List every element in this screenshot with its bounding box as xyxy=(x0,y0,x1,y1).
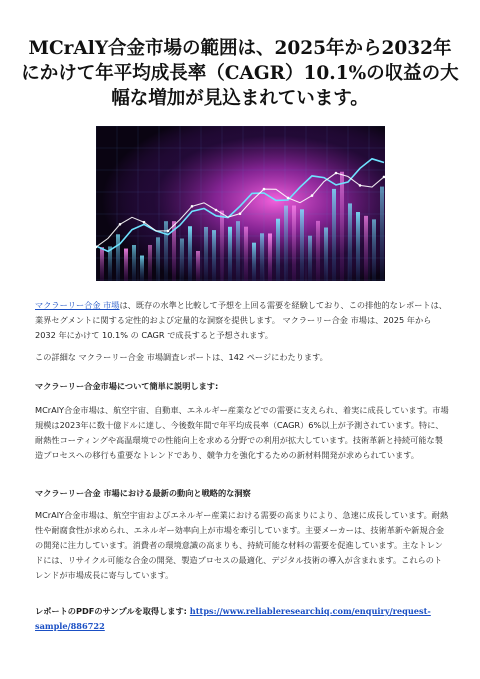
decorative-bar xyxy=(348,203,352,281)
overview-paragraph: MCrAlY合金市場は、航空宇宙、自動車、エネルギー産業などでの需要に支えられ、着実に成長しています。市場規模は2023年に数十億ドルに達し、今後数年間で年平均成長率（CAGR）6%以上が予測されています。特に、耐熱性コーティングや高温環境での性能向上を求める分野での利用が拡大しています。技術革新と持続可能な製造プロセスへの移行も重要なトレンドであり、競争力を強化するための新材料開発が求められています。 xyxy=(35,405,449,460)
intro-paragraph xyxy=(35,298,449,343)
decorative-bar xyxy=(300,209,304,281)
decorative-point xyxy=(191,205,194,208)
decorative-bar xyxy=(284,206,288,281)
sample-label: レポートのPDFのサンプルを取得します: xyxy=(35,606,187,616)
decorative-bar xyxy=(124,249,128,281)
decorative-bar xyxy=(324,228,328,281)
decorative-bar xyxy=(276,219,280,281)
decorative-point xyxy=(359,184,362,187)
sample-link[interactable]: https://www.reliableresearchiq.com/enquiry/request-sample/886722 xyxy=(35,606,431,631)
decorative-bar xyxy=(220,211,224,281)
intro-text: は、既存の水準と比較して予想を上回る需要を経験しており、この排他的なレポートは、業界セグメントに関する定性的および定量的な洞察を提供します。 マクラーリー合金 市場は、2025 年から 2032 年にかけて 10.1% の CAGR で成長すると予想されます。 xyxy=(35,300,447,340)
decorative-point xyxy=(239,212,242,215)
decorative-bar xyxy=(292,206,296,281)
pages-note: この詳細な マクラーリー合金 市場調査レポートは、142 ページにわたります。 xyxy=(35,352,328,362)
decorative-bar xyxy=(316,221,320,281)
decorative-bar xyxy=(132,245,136,281)
decorative-point xyxy=(311,194,314,197)
market-link[interactable]: マクラーリー合金 市場 xyxy=(35,300,120,310)
section-heading-overview: マクラーリー合金市場について簡単に説明します: xyxy=(35,381,219,391)
decorative-bar xyxy=(228,227,232,281)
decorative-bar xyxy=(244,227,248,281)
decorative-point xyxy=(263,188,266,191)
decorative-bar xyxy=(180,238,184,281)
decorative-bar xyxy=(252,243,256,281)
decorative-point xyxy=(167,230,170,233)
decorative-bar xyxy=(212,230,216,281)
decorative-bar xyxy=(188,226,192,281)
decorative-point xyxy=(287,197,290,200)
decorative-bar xyxy=(100,247,104,281)
decorative-bar xyxy=(364,216,368,281)
sample-request-line xyxy=(35,604,449,634)
decorative-bar xyxy=(204,227,208,281)
decorative-point xyxy=(215,209,218,212)
section-heading-trends: マクラーリー合金 市場における最新の動向と戦略的な洞察 xyxy=(35,488,251,498)
decorative-bar xyxy=(148,245,152,281)
decorative-bar xyxy=(340,172,344,281)
decorative-bar xyxy=(332,189,336,281)
hero-image xyxy=(96,126,385,281)
decorative-point xyxy=(119,223,122,226)
decorative-bar xyxy=(308,236,312,281)
decorative-point xyxy=(143,221,146,224)
decorative-bar xyxy=(260,233,264,281)
decorative-bar xyxy=(380,187,384,281)
decorative-bar xyxy=(196,251,200,281)
decorative-bar xyxy=(236,221,240,281)
decorative-bar xyxy=(268,233,272,281)
page-title: MCrAlY合金市場の範囲は、2025年から2032年にかけて年平均成長率（CAGR）10.1%の収益の大幅な増加が見込まれています。 xyxy=(21,38,459,109)
decorative-point xyxy=(335,172,338,175)
decorative-bar xyxy=(140,256,144,281)
decorative-bar xyxy=(156,237,160,281)
trends-paragraph: MCrAlY合金市場は、航空宇宙およびエネルギー産業における需要の高まりにより、急速に成長しています。耐熱性や耐腐食性が求められ、エネルギー効率向上が市場を牽引しています。主要メーカーは、技術革新や新規合金の開発に注力しています。消費者の環境意識の高まりも、持続可能な材料の需要を促進しています。主なトレンドには、リサイクル可能な合金の開発、製造プロセスの最適化、デジタル技術の導入が含まれます。これらのトレンドが市場成長に寄与しています。 xyxy=(35,510,449,580)
decorative-bar xyxy=(372,219,376,281)
decorative-bar xyxy=(116,234,120,281)
financial-chart-graphic xyxy=(96,126,385,281)
decorative-bar xyxy=(356,212,360,281)
